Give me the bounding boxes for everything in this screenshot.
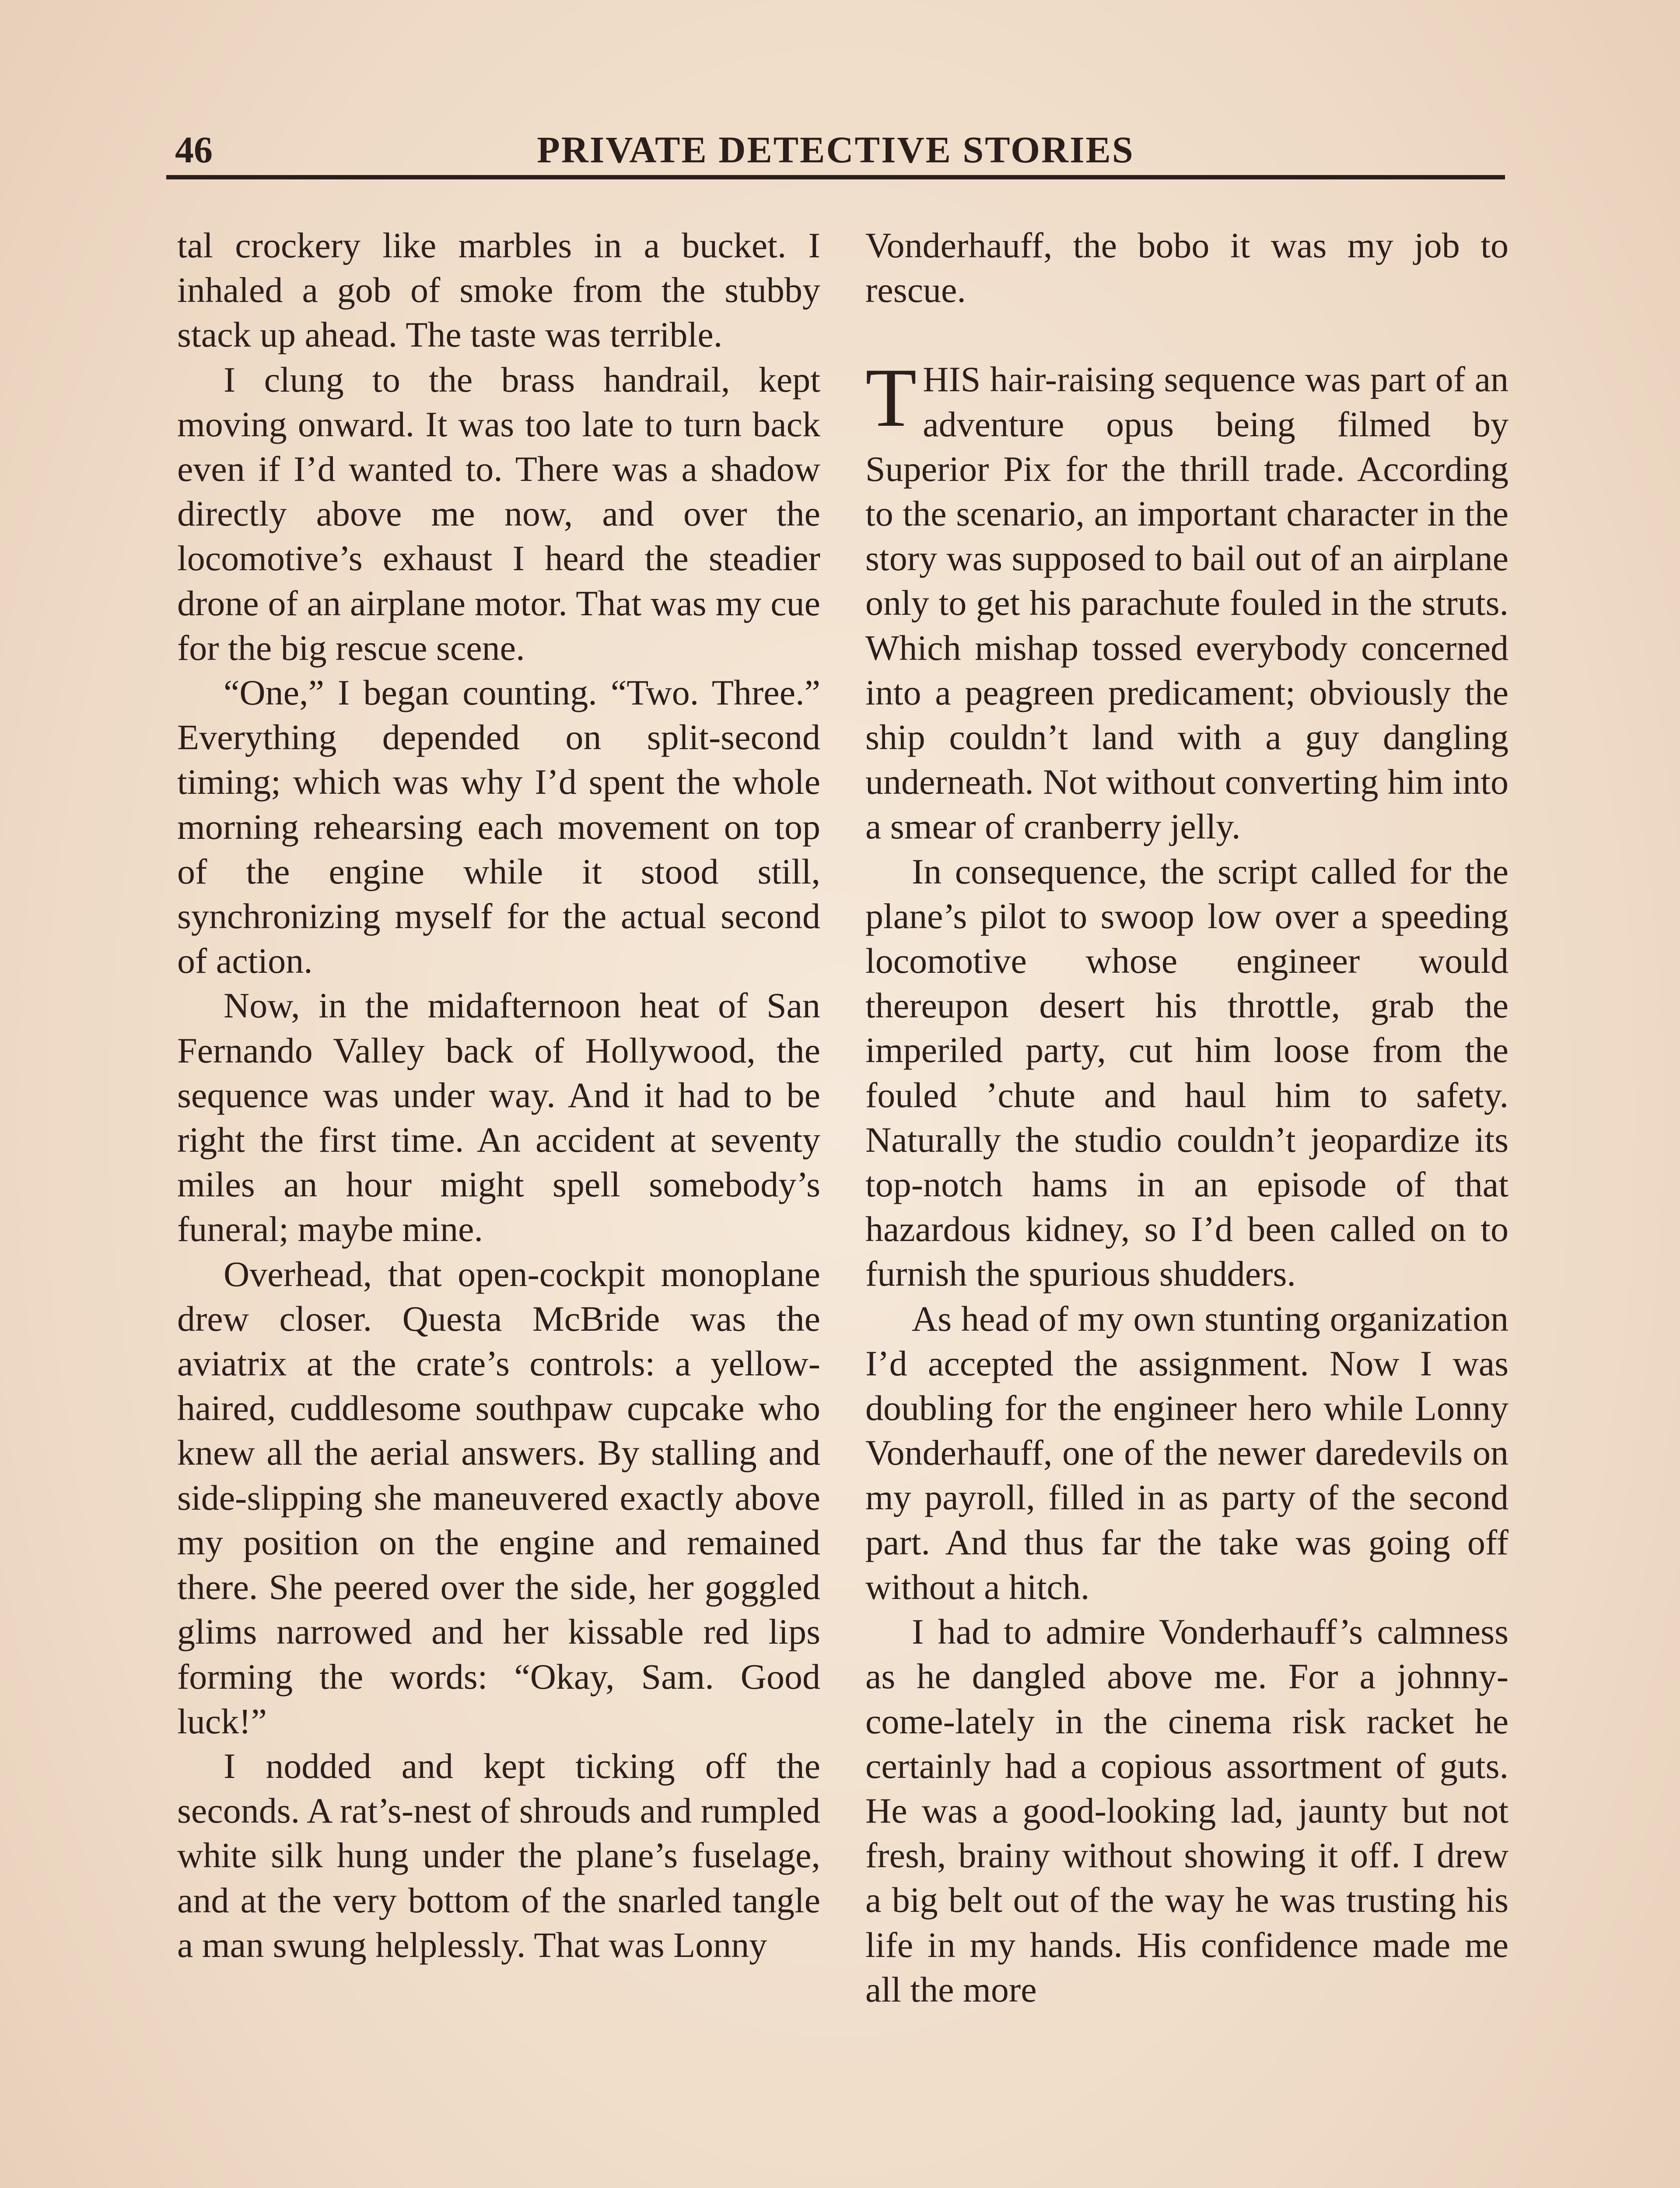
section-opening-paragraph <box>865 351 1508 849</box>
paragraph: I nodded and kept ticking off the seconds. A rat’s-nest of shrouds and rumpled white silk hung under the plane’s fuselage, and at the very bottom of the snarled tangle a man swung helplessly. That was Lonny <box>177 1746 820 1965</box>
paragraph: As head of my own stunting organization I’d accepted the assignment. Now I was doubling for the engineer hero while Lonny Vonderhauff, one of the newer daredevils on my payroll, filled in as party of the second part. And thus far the take was going off without a hitch. <box>865 1298 1508 1607</box>
left-column <box>177 223 820 1967</box>
paragraph: Vonderhauff, the bobo it was my job to rescue. <box>865 225 1508 310</box>
paragraph: I had to admire Vonderhauff’s calmness as he dangled above me. For a johnny-come-lately in the cinema risk racket he certainly had a copious assortment of guts. He was a good-looking lad, jaunty but not fresh, brainy without showing it off. I drew a big belt out of the way he was trusting his life in my hands. His confidence made me all the more <box>865 1612 1508 2009</box>
section-break <box>865 312 1508 357</box>
right-column <box>865 223 1508 2012</box>
paragraph: Overhead, that open-cockpit monoplane drew closer. Questa McBride was the aviatrix at the crate’s controls: a yellow-haired, cuddlesome southpaw cupcake who knew all the aerial answers. By stalling and side-slipping she maneuvered exactly above my position on the engine and remained there. She peered over the side, her goggled glims narrowed and her kissable red lips forming the words: “Okay, Sam. Good luck!” <box>177 1254 820 1741</box>
paragraph: tal crockery like marbles in a bucket. I inhaled a gob of smoke from the stubby stack up ahead. The taste was terrible. <box>177 225 820 355</box>
running-header <box>166 118 1505 179</box>
magazine-title: PRIVATE DETECTIVE STORIES <box>537 129 1134 171</box>
page-number: 46 <box>175 129 213 171</box>
paragraph: I clung to the brass handrail, kept moving onward. It was too late to turn back even if I’d wanted to. There was a shadow directly above me now, and over the locomotive’s exhaust I heard the steadier drone of an airplane motor. That was my cue for the big rescue scene. <box>177 359 820 668</box>
paragraph: In consequence, the script called for the plane’s pilot to swoop low over a speeding locomotive whose engineer would thereupon desert his throttle, grab the imperiled party, cut him loose from the fouled ’chute and haul him to safety. Naturally the studio couldn’t jeopardize its top-notch hams in an episode of that hazardous kidney, so I’d been called on to furnish the spurious shudders. <box>865 851 1508 1294</box>
paragraph: “One,” I began counting. “Two. Three.” Everything depended on split-second timing; which was why I’d spent the whole morning rehearsing each movement on top of the engine while it stood still, synchronizing myself for the actual second of action. <box>177 673 820 981</box>
drop-cap: T <box>865 351 917 445</box>
paragraph-text: HIS hair-raising sequence was part of an adventure opus being filmed by Superior Pix for the thrill trade. According to the scenario, an important character in the story was supposed to bail out of an airplane only to get his parachute fouled in the struts. Which mishap tossed everybody concerned into a peagreen predicament; obviously the ship couldn’t land with a guy dangling underneath. Not without converting him into a smear of cranberry jelly. <box>865 359 1508 847</box>
paragraph: Now, in the midafternoon heat of San Fernando Valley back of Hollywood, the sequence was under way. And it had to be right the first time. An accident at seventy miles an hour might spell somebody’s funeral; maybe mine. <box>177 985 820 1249</box>
